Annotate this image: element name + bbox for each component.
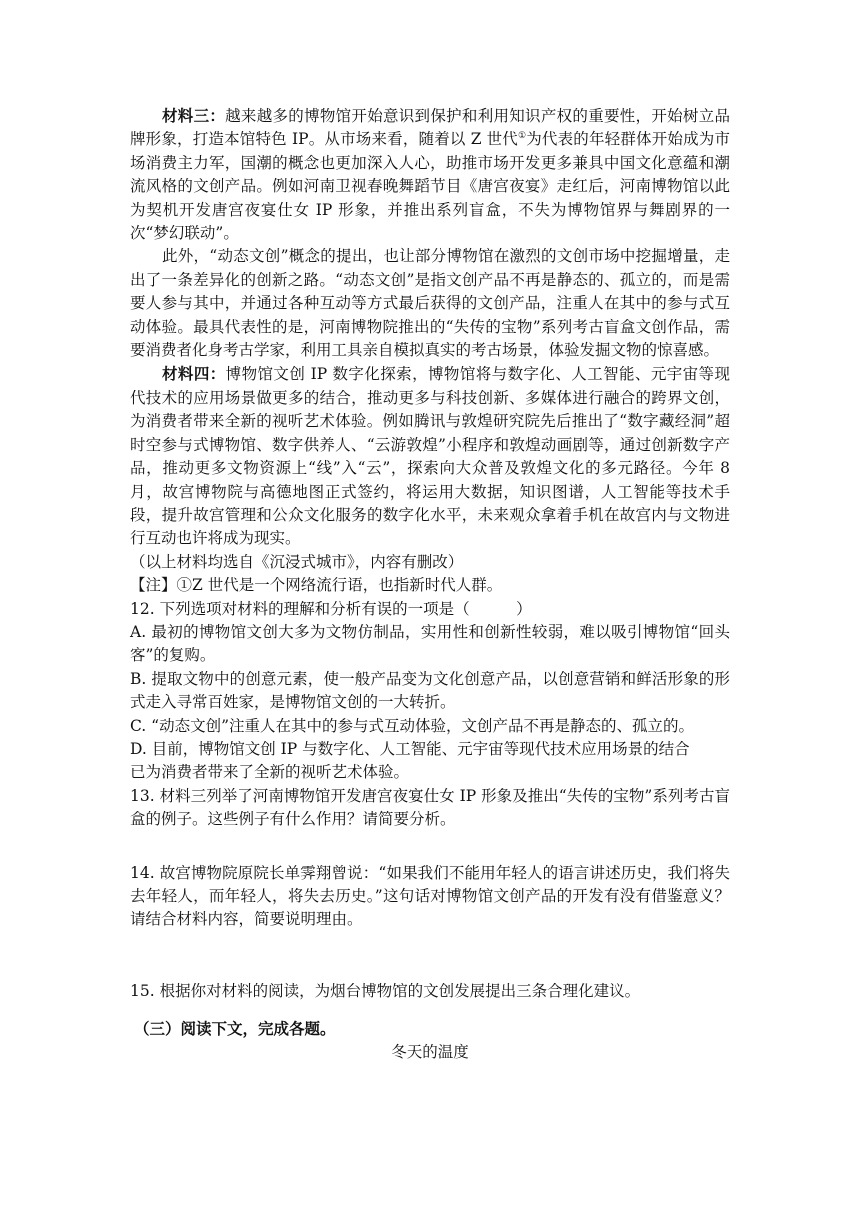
- question-12-option-d: D. 目前，博物馆文创 IP 与数字化、人工智能、元宇宙等现代技术应用场景的结合: [130, 739, 690, 758]
- article-title: 冬天的温度: [391, 1042, 469, 1061]
- question-14: 14. 故宫博物院原院长单霁翔曾说：“如果我们不能用年轻人的语言讲述历史，我们将失去年轻人，而年轻人，将失去历史。”这句话对博物馆文创产品的开发有没有借鉴意义？请结合材料内容，简要说明理由。: [130, 863, 730, 929]
- question-12-option-b: B. 提取文物中的创意元素，使一般产品变为文化创意产品，以创意营销和鲜活形象的形式走入寻常百姓家，是博物馆文创的一大转折。: [130, 669, 730, 712]
- material4-text: 博物馆文创 IP 数字化探索，博物馆将与数字化、人工智能、元宇宙等现代技术的应用场景做更多的结合，推动更多与科技创新、多媒体进行融合的跨界文创，为消费者带来全新的视听艺术体验。例如腾讯与敦煌研究院先后推出了“数字藏经洞”超时空参与式博物馆、数字供养人、“云游敦煌”小程序和敦煌动画剧等，通过创新数字产品，推动更多文物资源上“线”入“云”，探索向大众普及敦煌文化的多元路径。今年 8 月，故宫博物院与高德地图正式签约，将运用大数据，知识图谱，人工智能等技术手段，提升故宫管理和公众文化服务的数字化水平，未来观众拿着手机在故宫内与文物进行互动也许将成为现实。: [130, 365, 730, 548]
- section-heading: （三）阅读下文，完成各题。: [134, 1019, 336, 1039]
- question-12-stem: 12. 下列选项对材料的理解和分析有误的一项是（ ）: [130, 599, 532, 618]
- answer-space-14: [130, 932, 730, 980]
- question-12-option-c: C. “动态文创”注重人在其中的参与式互动体验，文创产品不再是静态的、孤立的。: [130, 716, 695, 735]
- question-12-option-a: A. 最初的博物馆文创大多为文物仿制品，实用性和创新性较弱，难以吸引博物馆“回头客”的复购。: [130, 622, 730, 665]
- material3-text-b: 为代表的年轻群体开始成为市场消费主力军，国潮的概念也更加深入人心，助推市场开发更多兼具中国文化意蕴和潮流风格的文创产品。例如河南卫视春晚舞蹈节目《唐宫夜宴》走红后，河南博物馆以此为契机开发唐宫夜宴仕女 IP 形象，并推出系列盲盒，不失为博物馆界与舞剧界的一次“梦幻联动”。: [130, 130, 730, 243]
- answer-space-13: [130, 832, 730, 862]
- answer-space-15: [130, 1003, 730, 1017]
- note-line: 【注】①Z 世代是一个网络流行语，也指新时代人群。: [130, 576, 503, 595]
- material4-label: 材料四：: [162, 364, 226, 384]
- question-15: 15. 根据你对材料的阅读，为烟台博物馆的文创发展提出三条合理化建议。: [130, 981, 641, 1000]
- material3-text-a: 越来越多的博物馆开始意识到保护和利用知识产权的重要性，开始树立品牌形象，打造本馆特色 IP。从市场来看，随着以 Z 世代: [130, 107, 730, 149]
- material3-paragraph: [130, 104, 730, 245]
- document-page: [130, 104, 730, 1064]
- source-line: （以上材料均选自《沉浸式城市》，内容有删改）: [130, 552, 464, 571]
- question-13: 13. 材料三列举了河南博物馆开发唐宫夜宴仕女 IP 形象及推出“失传的宝物”系列考古盲盒的例子。这些例子有什么作用？请简要分析。: [130, 786, 730, 829]
- material3-label: 材料三：: [162, 106, 226, 125]
- material4-paragraph: [130, 362, 730, 550]
- question-12-option-d-cont: 已为消费者带来了全新的视听艺术体验。: [130, 763, 410, 782]
- material3-paragraph-2: 此外，“动态文创”概念的提出，也让部分博物馆在激烈的文创市场中挖掘增量，走出了一条差异化的创新之路。“动态文创”是指文创产品不再是静态的、孤立的，而是需要人参与其中，并通过各种互动等方式最后获得的文创产品，注重人在其中的参与式互动体验。最具代表性的是，河南博物院推出的“失传的宝物”系列考古盲盒文创作品，需要消费者化身考古学家，利用工具亲自模拟真实的考古场景，体验发掘文物的惊喜感。: [130, 247, 730, 360]
- footnote-marker: ①: [517, 131, 527, 142]
